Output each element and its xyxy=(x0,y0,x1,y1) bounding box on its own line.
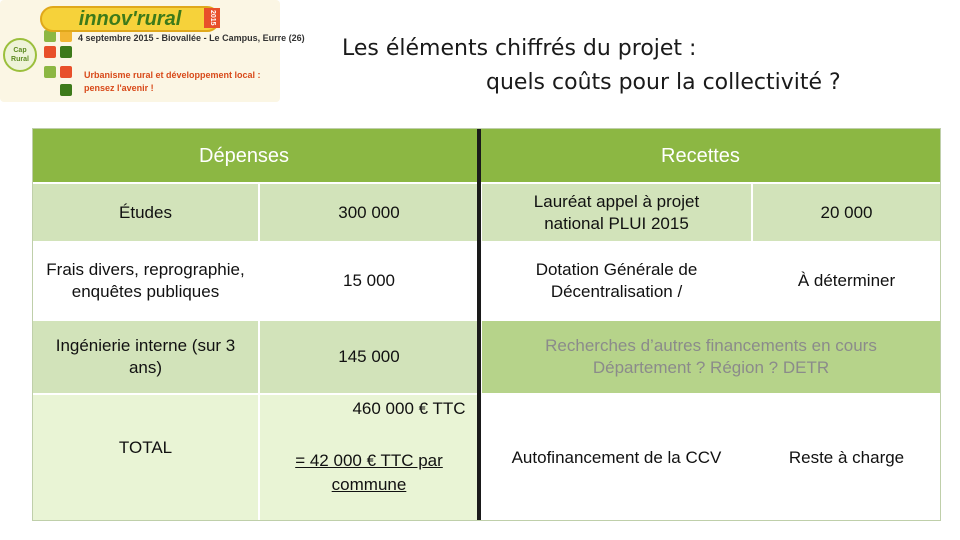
dep-label-engineering: Ingénierie interne (sur 3 ans) xyxy=(32,320,259,394)
rec-other-funding: Recherches d’autres financements en cours Département ? Région ? DETR xyxy=(481,320,941,394)
dep-value-misc: 15 000 xyxy=(259,242,479,320)
logo-square-icon xyxy=(60,66,72,78)
dep-label-misc: Frais divers, reprographie, enquêtes publiques xyxy=(32,242,259,320)
rec-self-financing: Autofinancement de la CCV xyxy=(481,394,752,521)
dep-value-studies: 300 000 xyxy=(259,183,479,242)
logo-tagline-2: pensez l'avenir ! xyxy=(84,83,154,93)
logo-title: innov'rural xyxy=(40,6,220,32)
logo-square-icon xyxy=(44,46,56,58)
rec-value-dgd: À déterminer xyxy=(752,242,941,320)
title-line-1: Les éléments chiffrés du projet : xyxy=(342,36,697,61)
dep-value-engineering: 145 000 xyxy=(259,320,479,394)
rec-remaining-charge: Reste à charge xyxy=(752,394,941,521)
event-logo xyxy=(0,0,305,102)
title-line-2: quels coûts pour la collectivité ? xyxy=(486,70,841,95)
rec-label-plui: Lauréat appel à projet national PLUI 2015 xyxy=(481,183,752,242)
logo-tagline-1: Urbanisme rural et développement local : xyxy=(84,70,261,80)
logo-square-icon xyxy=(60,84,72,96)
total-per-commune: = 42 000 € TTC par commune xyxy=(295,451,443,494)
logo-date-line: 4 septembre 2015 - Biovallée - Le Campus, Eurre (26) xyxy=(78,33,305,43)
logo-year: 2015 xyxy=(204,8,220,28)
slide-title xyxy=(300,32,920,100)
table-border xyxy=(32,128,941,521)
recettes-header: Recettes xyxy=(661,145,740,167)
depenses-header: Dépenses xyxy=(199,145,290,167)
dep-label-studies: Études xyxy=(32,183,259,242)
rec-label-dgd: Dotation Générale de Décentralisation / xyxy=(481,242,752,320)
cap-rural-seal: Cap Rural xyxy=(3,38,37,72)
logo-square-icon xyxy=(44,66,56,78)
logo-square-icon xyxy=(60,46,72,58)
total-label: TOTAL xyxy=(32,394,259,521)
total-amount: 460 000 € TTC xyxy=(352,399,466,418)
rec-value-plui: 20 000 xyxy=(752,183,941,242)
